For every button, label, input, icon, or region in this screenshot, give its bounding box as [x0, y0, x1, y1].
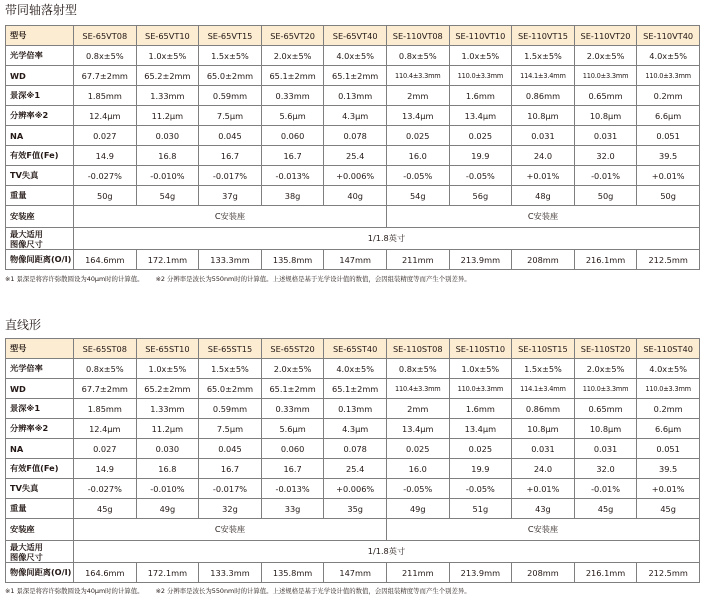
- spec-value: -0.05%: [449, 166, 512, 186]
- distance-value: 135.8mm: [261, 563, 324, 583]
- spec-value: 2.0x±5%: [261, 46, 324, 66]
- spec-label: 重量: [6, 499, 74, 519]
- mount-row: [6, 206, 700, 228]
- distance-value: 208mm: [512, 250, 575, 270]
- model-header-row: [6, 339, 700, 359]
- spec-value: 54g: [386, 186, 449, 206]
- spec-value: 0.031: [574, 439, 637, 459]
- spec-label: TV失真: [6, 479, 74, 499]
- spec-value: 4.0x±5%: [324, 46, 387, 66]
- spec-value: 65.1±2mm: [261, 379, 324, 399]
- distance-value: 213.9mm: [449, 250, 512, 270]
- distance-value: 213.9mm: [449, 563, 512, 583]
- model-name: SE-65ST40: [324, 339, 387, 359]
- spec-value: 0.025: [386, 439, 449, 459]
- spec-value: 49g: [386, 499, 449, 519]
- spec-value: 0.060: [261, 126, 324, 146]
- spec-value: 110.0±3.3mm: [449, 66, 512, 86]
- model-name: SE-65ST10: [136, 339, 199, 359]
- spec-value: 39.5: [637, 459, 700, 479]
- spec-value: 10.8μm: [512, 106, 575, 126]
- spec-value: 16.0: [386, 459, 449, 479]
- model-name: SE-110ST10: [449, 339, 512, 359]
- spec-value: 5.6μm: [261, 419, 324, 439]
- spec-row: [6, 439, 700, 459]
- spec-value: 65.2±2mm: [136, 379, 199, 399]
- distance-value: 147mm: [324, 250, 387, 270]
- spec-label: NA: [6, 126, 74, 146]
- spec-value: 16.8: [136, 146, 199, 166]
- spec-value: 0.2mm: [637, 399, 700, 419]
- distance-label: 物像间距离(O/I): [6, 250, 74, 270]
- spec-value: 10.8μm: [512, 419, 575, 439]
- sensor-size-label: 最大适用 图像尺寸: [6, 541, 74, 563]
- spec-value: +0.006%: [324, 166, 387, 186]
- distance-value: 211mm: [386, 563, 449, 583]
- spec-value: 110.0±3.3mm: [449, 379, 512, 399]
- mount-label: 安装座: [6, 519, 74, 541]
- spec-value: 0.13mm: [324, 399, 387, 419]
- spec-value: -0.01%: [574, 479, 637, 499]
- distance-value: 208mm: [512, 563, 575, 583]
- spec-value: 13.4μm: [449, 419, 512, 439]
- section-title-straight: 直线形: [5, 318, 42, 332]
- distance-value: 135.8mm: [261, 250, 324, 270]
- spec-value: -0.027%: [74, 166, 137, 186]
- spec-label: 景深※1: [6, 399, 74, 419]
- spec-label: 重量: [6, 186, 74, 206]
- spec-value: 0.031: [574, 126, 637, 146]
- spec-value: 1.85mm: [74, 86, 137, 106]
- spec-value: +0.01%: [637, 479, 700, 499]
- spec-value: 4.3μm: [324, 419, 387, 439]
- spec-value: 1.33mm: [136, 399, 199, 419]
- spec-value: 0.060: [261, 439, 324, 459]
- model-header-label: 型号: [6, 26, 74, 46]
- spec-value: 45g: [637, 499, 700, 519]
- spec-value: 16.7: [261, 146, 324, 166]
- spec-row: [6, 499, 700, 519]
- spec-value: 0.33mm: [261, 399, 324, 419]
- mount-value-110: C安装座: [386, 206, 699, 228]
- spec-value: 50g: [637, 186, 700, 206]
- spec-value: 1.0x±5%: [136, 46, 199, 66]
- spec-row: [6, 459, 700, 479]
- spec-value: 32.0: [574, 459, 637, 479]
- section-title-coaxial: 带同轴落射型: [5, 3, 78, 17]
- spec-value: 39.5: [637, 146, 700, 166]
- spec-value: 32.0: [574, 146, 637, 166]
- spec-value: 2.0x±5%: [261, 359, 324, 379]
- spec-value: 1.5x±5%: [512, 46, 575, 66]
- spec-row: [6, 46, 700, 66]
- spec-value: 0.59mm: [199, 399, 262, 419]
- model-name: SE-110ST20: [574, 339, 637, 359]
- mount-label: 安装座: [6, 206, 74, 228]
- spec-value: 65.1±2mm: [324, 66, 387, 86]
- spec-value: 4.0x±5%: [637, 359, 700, 379]
- spec-value: 19.9: [449, 459, 512, 479]
- spec-value: 0.025: [449, 126, 512, 146]
- model-name: SE-110ST15: [512, 339, 575, 359]
- model-name: SE-65ST08: [74, 339, 137, 359]
- spec-value: 1.5x±5%: [512, 359, 575, 379]
- spec-value: 12.4μm: [74, 106, 137, 126]
- spec-value: 11.2μm: [136, 419, 199, 439]
- object-image-distance-row: [6, 563, 700, 583]
- spec-label: 景深※1: [6, 86, 74, 106]
- spec-value: 49g: [136, 499, 199, 519]
- spec-value: 4.0x±5%: [637, 46, 700, 66]
- spec-value: 0.078: [324, 126, 387, 146]
- distance-value: 164.6mm: [74, 563, 137, 583]
- spec-value: 65.1±2mm: [261, 66, 324, 86]
- spec-value: 0.051: [637, 126, 700, 146]
- spec-value: -0.013%: [261, 166, 324, 186]
- spec-value: 50g: [574, 186, 637, 206]
- spec-label: 有效F值(Fe): [6, 146, 74, 166]
- spec-value: 0.027: [74, 126, 137, 146]
- distance-value: 212.5mm: [637, 250, 700, 270]
- spec-value: 32g: [199, 499, 262, 519]
- model-name: SE-65VT08: [74, 26, 137, 46]
- spec-value: 1.6mm: [449, 399, 512, 419]
- model-name: SE-110VT40: [637, 26, 700, 46]
- spec-value: 25.4: [324, 459, 387, 479]
- spec-label: 有效F值(Fe): [6, 459, 74, 479]
- spec-value: 50g: [74, 186, 137, 206]
- spec-value: 110.4±3.3mm: [386, 379, 449, 399]
- model-name: SE-65VT40: [324, 26, 387, 46]
- spec-value: -0.05%: [386, 479, 449, 499]
- spec-value: 65.1±2mm: [324, 379, 387, 399]
- spec-row: [6, 86, 700, 106]
- spec-value: 25.4: [324, 146, 387, 166]
- model-name: SE-110ST08: [386, 339, 449, 359]
- spec-table-straight: [5, 338, 700, 583]
- spec-value: 0.13mm: [324, 86, 387, 106]
- spec-value: 0.86mm: [512, 86, 575, 106]
- spec-value: 0.86mm: [512, 399, 575, 419]
- spec-value: -0.027%: [74, 479, 137, 499]
- spec-row: [6, 66, 700, 86]
- spec-value: 6.6μm: [637, 106, 700, 126]
- spec-value: 2mm: [386, 399, 449, 419]
- mount-value-110: C安装座: [386, 519, 699, 541]
- spec-value: 0.025: [449, 439, 512, 459]
- model-name: SE-65VT20: [261, 26, 324, 46]
- spec-row: [6, 106, 700, 126]
- spec-value: 1.85mm: [74, 399, 137, 419]
- spec-value: 0.030: [136, 439, 199, 459]
- spec-value: 40g: [324, 186, 387, 206]
- spec-value: 16.7: [199, 146, 262, 166]
- model-name: SE-110VT15: [512, 26, 575, 46]
- spec-value: 0.031: [512, 126, 575, 146]
- model-name: SE-65ST15: [199, 339, 262, 359]
- spec-value: 14.9: [74, 459, 137, 479]
- spec-value: -0.010%: [136, 479, 199, 499]
- spec-row: [6, 126, 700, 146]
- spec-value: 65.0±2mm: [199, 66, 262, 86]
- spec-label: 光学倍率: [6, 359, 74, 379]
- spec-value: -0.017%: [199, 166, 262, 186]
- spec-value: 0.2mm: [637, 86, 700, 106]
- mount-value-65: C安装座: [74, 519, 387, 541]
- model-name: SE-110ST40: [637, 339, 700, 359]
- distance-value: 211mm: [386, 250, 449, 270]
- spec-value: 1.6mm: [449, 86, 512, 106]
- footnote-depth: ※1 景深是将容许弥散圆设为40μm时的计算值。: [5, 587, 144, 595]
- model-name: SE-110VT08: [386, 26, 449, 46]
- spec-value: 5.6μm: [261, 106, 324, 126]
- spec-value: 110.0±3.3mm: [637, 66, 700, 86]
- spec-value: 13.4μm: [386, 419, 449, 439]
- spec-table-coaxial: [5, 25, 700, 270]
- mount-row: [6, 519, 700, 541]
- distance-value: 216.1mm: [574, 563, 637, 583]
- model-name: SE-110VT20: [574, 26, 637, 46]
- spec-row: [6, 359, 700, 379]
- spec-value: 0.8x±5%: [74, 359, 137, 379]
- spec-value: 110.0±3.3mm: [574, 379, 637, 399]
- spec-value: 33g: [261, 499, 324, 519]
- footnote-resolution: ※2 分辨率是波长为550nm时的计算值。上述规格是基于光学设计值的数值，会因组装精度等而产生个别差异。: [155, 275, 471, 283]
- spec-value: 114.1±3.4mm: [512, 66, 575, 86]
- spec-label: WD: [6, 66, 74, 86]
- spec-value: 54g: [136, 186, 199, 206]
- spec-value: 0.8x±5%: [74, 46, 137, 66]
- spec-value: 38g: [261, 186, 324, 206]
- spec-value: 0.33mm: [261, 86, 324, 106]
- distance-value: 133.3mm: [199, 563, 262, 583]
- spec-value: 0.045: [199, 126, 262, 146]
- model-name: SE-110VT10: [449, 26, 512, 46]
- spec-value: 0.65mm: [574, 86, 637, 106]
- spec-value: 67.7±2mm: [74, 66, 137, 86]
- spec-value: 0.027: [74, 439, 137, 459]
- spec-value: 45g: [574, 499, 637, 519]
- spec-value: -0.05%: [449, 479, 512, 499]
- spec-value: 2.0x±5%: [574, 46, 637, 66]
- spec-label: TV失真: [6, 166, 74, 186]
- mount-value-65: C安装座: [74, 206, 387, 228]
- spec-value: 110.0±3.3mm: [637, 379, 700, 399]
- spec-value: 7.5μm: [199, 419, 262, 439]
- sensor-size-row: [6, 541, 700, 563]
- spec-value: 35g: [324, 499, 387, 519]
- distance-value: 133.3mm: [199, 250, 262, 270]
- spec-value: 56g: [449, 186, 512, 206]
- spec-value: 10.8μm: [574, 106, 637, 126]
- spec-value: 0.59mm: [199, 86, 262, 106]
- spec-value: 10.8μm: [574, 419, 637, 439]
- spec-label: 分辨率※2: [6, 106, 74, 126]
- model-name: SE-65ST20: [261, 339, 324, 359]
- distance-value: 216.1mm: [574, 250, 637, 270]
- distance-value: 147mm: [324, 563, 387, 583]
- footnote-depth: ※1 景深是将容许弥散圆设为40μm时的计算值。: [5, 275, 144, 283]
- spec-value: 6.6μm: [637, 419, 700, 439]
- spec-value: 43g: [512, 499, 575, 519]
- spec-value: 0.030: [136, 126, 199, 146]
- spec-value: 110.4±3.3mm: [386, 66, 449, 86]
- spec-label: 分辨率※2: [6, 419, 74, 439]
- spec-value: 13.4μm: [449, 106, 512, 126]
- sensor-size-value: 1/1.8英寸: [74, 541, 700, 563]
- spec-value: 4.0x±5%: [324, 359, 387, 379]
- sensor-size-label: 最大适用 图像尺寸: [6, 228, 74, 250]
- spec-value: 16.7: [261, 459, 324, 479]
- spec-row: [6, 419, 700, 439]
- spec-value: 0.8x±5%: [386, 46, 449, 66]
- spec-value: 0.025: [386, 126, 449, 146]
- model-name: SE-65VT15: [199, 26, 262, 46]
- spec-value: 14.9: [74, 146, 137, 166]
- spec-row: [6, 166, 700, 186]
- model-header-label: 型号: [6, 339, 74, 359]
- spec-value: 110.0±3.3mm: [574, 66, 637, 86]
- object-image-distance-row: [6, 250, 700, 270]
- spec-value: 0.031: [512, 439, 575, 459]
- spec-value: 114.1±3.4mm: [512, 379, 575, 399]
- model-header-row: [6, 26, 700, 46]
- spec-value: 65.2±2mm: [136, 66, 199, 86]
- spec-row: [6, 146, 700, 166]
- distance-value: 164.6mm: [74, 250, 137, 270]
- spec-label: NA: [6, 439, 74, 459]
- spec-value: 1.33mm: [136, 86, 199, 106]
- spec-value: -0.017%: [199, 479, 262, 499]
- spec-value: 1.5x±5%: [199, 359, 262, 379]
- spec-value: 37g: [199, 186, 262, 206]
- spec-value: 0.078: [324, 439, 387, 459]
- spec-value: 1.0x±5%: [449, 46, 512, 66]
- spec-value: +0.01%: [512, 479, 575, 499]
- spec-value: -0.013%: [261, 479, 324, 499]
- spec-value: -0.01%: [574, 166, 637, 186]
- spec-value: 16.8: [136, 459, 199, 479]
- footnotes-coaxial: [5, 275, 699, 283]
- model-name: SE-65VT10: [136, 26, 199, 46]
- spec-value: 4.3μm: [324, 106, 387, 126]
- spec-value: 1.0x±5%: [449, 359, 512, 379]
- spec-value: 0.8x±5%: [386, 359, 449, 379]
- spec-value: +0.006%: [324, 479, 387, 499]
- spec-value: 67.7±2mm: [74, 379, 137, 399]
- spec-value: 24.0: [512, 459, 575, 479]
- spec-row: [6, 399, 700, 419]
- spec-value: 16.0: [386, 146, 449, 166]
- spec-value: 13.4μm: [386, 106, 449, 126]
- spec-label: WD: [6, 379, 74, 399]
- spec-value: +0.01%: [512, 166, 575, 186]
- sensor-size-row: [6, 228, 700, 250]
- spec-row: [6, 379, 700, 399]
- spec-value: 7.5μm: [199, 106, 262, 126]
- spec-row: [6, 479, 700, 499]
- spec-row: [6, 186, 700, 206]
- spec-value: 19.9: [449, 146, 512, 166]
- spec-value: 0.051: [637, 439, 700, 459]
- footnote-resolution: ※2 分辨率是波长为550nm时的计算值。上述规格是基于光学设计值的数值，会因组装精度等而产生个别差异。: [155, 587, 471, 595]
- spec-value: 48g: [512, 186, 575, 206]
- spec-value: -0.05%: [386, 166, 449, 186]
- spec-value: 0.045: [199, 439, 262, 459]
- spec-value: 12.4μm: [74, 419, 137, 439]
- distance-value: 172.1mm: [136, 250, 199, 270]
- spec-value: 51g: [449, 499, 512, 519]
- sensor-size-value: 1/1.8英寸: [74, 228, 700, 250]
- spec-value: 11.2μm: [136, 106, 199, 126]
- spec-value: 2mm: [386, 86, 449, 106]
- spec-value: 45g: [74, 499, 137, 519]
- distance-label: 物像间距离(O/I): [6, 563, 74, 583]
- spec-value: +0.01%: [637, 166, 700, 186]
- spec-value: 24.0: [512, 146, 575, 166]
- spec-value: 1.0x±5%: [136, 359, 199, 379]
- spec-value: 16.7: [199, 459, 262, 479]
- spec-value: 0.65mm: [574, 399, 637, 419]
- spec-value: -0.010%: [136, 166, 199, 186]
- distance-value: 212.5mm: [637, 563, 700, 583]
- spec-label: 光学倍率: [6, 46, 74, 66]
- spec-value: 2.0x±5%: [574, 359, 637, 379]
- spec-value: 1.5x±5%: [199, 46, 262, 66]
- spec-value: 65.0±2mm: [199, 379, 262, 399]
- distance-value: 172.1mm: [136, 563, 199, 583]
- footnotes-straight: [5, 587, 699, 595]
